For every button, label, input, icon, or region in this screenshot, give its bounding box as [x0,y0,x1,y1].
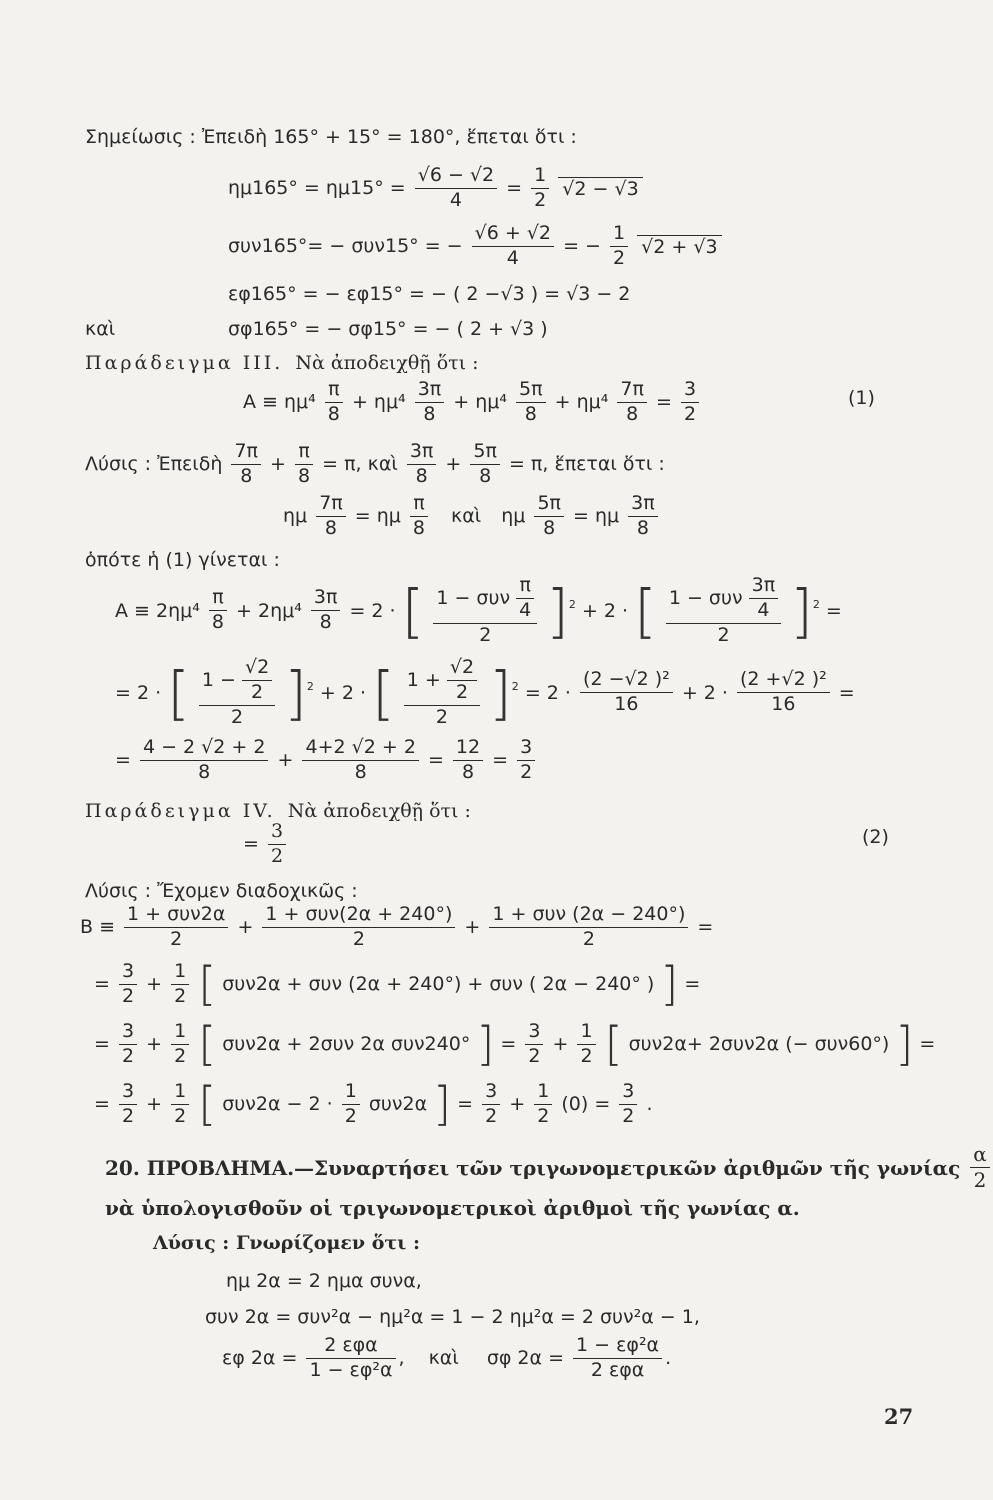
problem-20-solution-lead: Λύσις : Γνωρίζομεν ὅτι : [153,1232,420,1254]
sin2a-formula: ημ 2α = 2 ημα συνα, [226,1270,422,1292]
example4-equation: = $\frac{3}{2}$ [243,820,289,869]
sin165-line: ημ165° = ημ15° = $\frac{√6 - √2}{4}$ = $\frac{1}{2}$ √2 − √3 [228,164,643,213]
cos165-line: συν165°= − συν15° = − $\frac{√6 + √2}{4}$ = − $\frac{1}{2}$ √2 + √3 [228,222,722,271]
page-number: 27 [884,1404,914,1429]
cot165-line: σφ165° = − σφ15° = − ( 2 + √3 ) [228,318,548,340]
example4-step1: B ≡ 1 + συν2α 2 + 1 + συν(2α + 240°) 2 + 1 + συν (2α − 240°) 2 = [80,903,714,950]
tan-cot-2a-formula: εφ 2α = 2 εφα 1 − εφ²α , καὶ σφ 2α = 1 − εφ²α 2 εφα . [222,1334,672,1381]
example3-equation: A ≡ ημ⁴ $\frac{\pi}{8}$ + ημ⁴ $\frac{3\pi}{8}$ + ημ⁴ $\frac{5\pi}{8}$ + ημ⁴ $\frac{7\pi}{8}$ = $\frac{3}{2}$ [243,378,702,427]
example3-step1: A ≡ 2ημ⁴ $\frac{\pi}{8}$ + 2ημ⁴ $\frac{3\pi}{8}$ = 2 · [ 1 − συν $\frac{\pi}{4}$ 2 ]$^2$ + 2 · [ 1 − συν $\frac{3\pi}{4}$ 2 ]$^2$ = [115,574,842,646]
example4-step2: = $\frac{3}{2}$ + $\frac{1}{2}$ [ συν2α + συν (2α + 240°) + συν ( 2α − 240° ) ] = [94,957,701,1012]
example3-step3: = $\frac{4 - 2 √2 + 2}{8}$ + $\frac{4+2 √2 + 2}{8}$ = $\frac{12}{8}$ = $\frac{3}{2}$ [115,736,538,785]
equation-label-1: (1) [848,387,875,409]
example3-solution-line2: ημ $\frac{7\pi}{8}$ = ημ $\frac{\pi}{8}$ καὶ ημ $\frac{5\pi}{8}$ = ημ $\frac{3\pi}{8}$ [283,492,661,541]
problem-20-line2: νὰ ὑπολογισθοῦν οἱ τριγωνομετρικοὶ ἀριθμοὶ τῆς γωνίας α. [105,1196,800,1220]
note-intro: Σημείωσις : Ἐπειδὴ 165° + 15° = 180°, ἕπεται ὅτι : [85,126,577,148]
example3-heading: Παράδειγμα III. Νὰ ἀποδειχθῇ ὅτι : [85,352,479,374]
kai-label: καὶ [85,318,116,340]
example4-heading: Παράδειγμα IV. Νὰ ἀποδειχθῇ ὅτι : [85,800,471,822]
example4-solution-lead: Λύσις : Ἔχομεν διαδοχικῶς : [85,880,358,902]
example4-step3: = $\frac{3}{2}$ + $\frac{1}{2}$ [ συν2α + 2συν 2α συν240° ] = $\frac{3}{2}$ + $\frac{1}{2}$ [ συν2α+ 2συν2α (− συν60°) ] = [94,1017,936,1072]
whence-line: ὁπότε ἡ (1) γίνεται : [85,549,280,571]
equation-label-2: (2) [862,826,889,848]
problem-20-title: 20. ΠΡΟΒΛΗΜΑ.—Συναρτήσει τῶν τριγωνομετρικῶν ἀριθμῶν τῆς γωνίας $\frac{\alpha}{2}$ [105,1142,993,1193]
example4-step4: = $\frac{3}{2}$ + $\frac{1}{2}$ [ συν2α − 2 · $\frac{1}{2}$ συν2α ] = $\frac{3}{2}$ + $\frac{1}{2}$ (0) = $\frac{3}{2}$ . [94,1077,653,1132]
example3-solution-line1: Λύσις : Ἐπειδὴ $\frac{7\pi}{8}$ + $\frac{\pi}{8}$ = π, καὶ $\frac{3\pi}{8}$ + $\frac{5\pi}{8}$ = π, ἕπεται ὅτι : [85,440,665,487]
cos2a-formula: συν 2α = συν²α − ημ²α = 1 − 2 ημ²α = 2 συν²α − 1, [205,1306,700,1328]
tan165-line: εφ165° = − εφ15° = − ( 2 −√3 ) = √3 − 2 [228,283,631,305]
example3-step2: = 2 · [ 1 − $\frac{√2}{2}$ 2 ]$^2$ + 2 · [ 1 + $\frac{√2}{2}$ 2 ]$^2$ = 2 · $\frac{\text{(2 −√2 )²}}{16}$ + 2 · $\frac{\text{(2 +√2 )²}}{16}$ = [115,656,855,728]
